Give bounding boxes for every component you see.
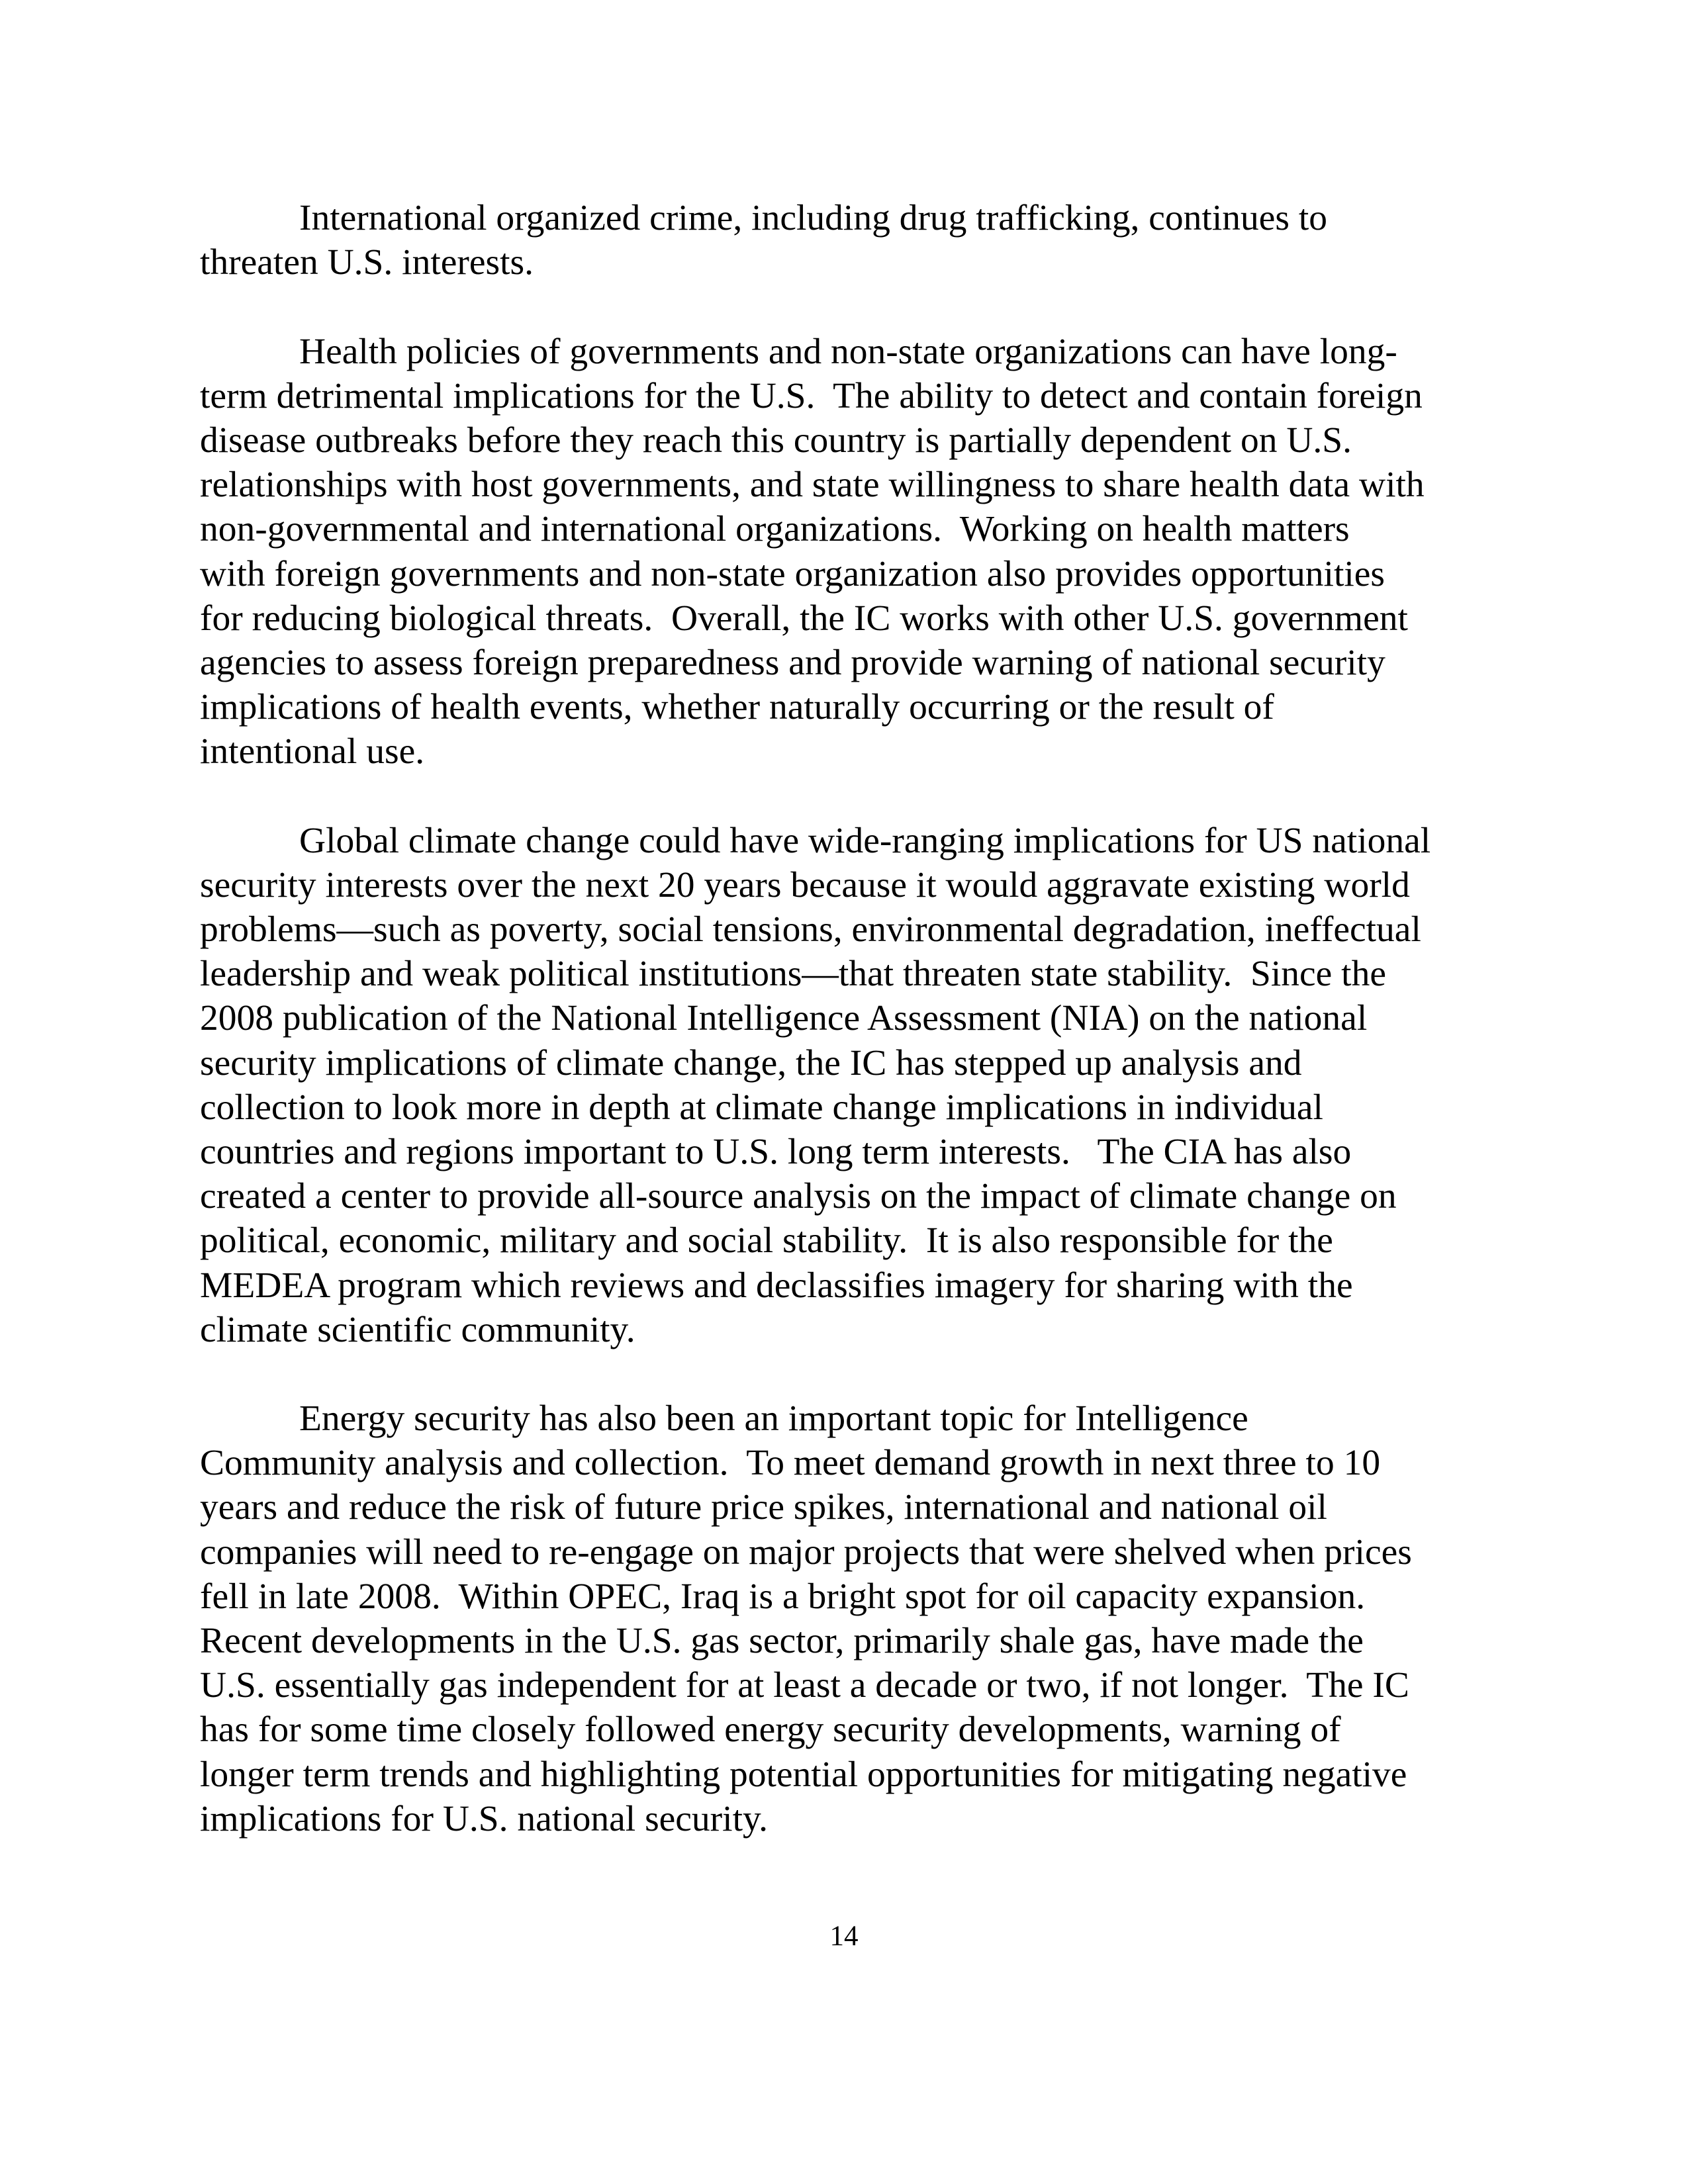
paragraph-organized-crime [200, 196, 1497, 285]
text-line: companies will need to re-engage on major projects that were shelved when prices [200, 1531, 1412, 1572]
paragraph-health [200, 330, 1497, 774]
body-text [200, 196, 1497, 1841]
text-line: fell in late 2008. Within OPEC, Iraq is a bright spot for oil capacity expansion. [200, 1576, 1366, 1617]
text-line: Community analysis and collection. To meet demand growth in next three to 10 [200, 1443, 1381, 1484]
text-line: disease outbreaks before they reach this country is partially dependent on U.S. [200, 420, 1352, 461]
text-line: climate scientific community. [200, 1309, 635, 1350]
text-line: non-governmental and international organizations. Working on health matters [200, 509, 1350, 550]
paragraph-climate-change [200, 819, 1497, 1352]
paragraph-energy-security [200, 1396, 1497, 1841]
text-line: countries and regions important to U.S. long term interests. The CIA has also [200, 1131, 1352, 1172]
text-line: International organized crime, including drug trafficking, continues to [299, 198, 1328, 238]
text-line: security implications of climate change, the IC has stepped up analysis and [200, 1042, 1302, 1083]
text-line: Global climate change could have wide-ranging implications for US national [299, 820, 1431, 861]
text-line: 2008 publication of the National Intelligence Assessment (NIA) on the national [200, 998, 1368, 1039]
text-line: intentional use. [200, 731, 425, 772]
text-line: Energy security has also been an important topic for Intelligence [299, 1398, 1248, 1439]
text-line: with foreign governments and non-state organization also provides opportunities [200, 553, 1385, 594]
text-line: political, economic, military and social stability. It is also responsible for the [200, 1220, 1333, 1261]
text-line: for reducing biological threats. Overall, the IC works with other U.S. government [200, 598, 1408, 639]
text-line: years and reduce the risk of future price spikes, international and national oil [200, 1487, 1327, 1528]
text-line: implications of health events, whether naturally occurring or the result of [200, 687, 1274, 728]
text-line: Recent developments in the U.S. gas sector, primarily shale gas, have made the [200, 1621, 1364, 1661]
text-line: has for some time closely followed energy security developments, warning of [200, 1709, 1341, 1751]
text-line: threaten U.S. interests. [200, 242, 534, 283]
text-line: term detrimental implications for the U.S. The ability to detect and contain foreign [200, 375, 1423, 416]
text-line: leadership and weak political institutions—that threaten state stability. Since the [200, 954, 1386, 995]
text-line: security interests over the next 20 years because it would aggravate existing world [200, 864, 1410, 905]
text-line: longer term trends and highlighting potential opportunities for mitigating negative [200, 1754, 1407, 1795]
text-line: created a center to provide all-source analysis on the impact of climate change on [200, 1176, 1397, 1217]
text-line: collection to look more in depth at climate change implications in individual [200, 1087, 1323, 1128]
text-line: relationships with host governments, and state willingness to share health data with [200, 465, 1425, 506]
text-line: U.S. essentially gas independent for at least a decade or two, if not longer. The IC [200, 1665, 1409, 1706]
text-line: MEDEA program which reviews and declassifies imagery for sharing with the [200, 1265, 1353, 1306]
page-number: 14 [829, 1921, 859, 1952]
text-line: implications for U.S. national security. [200, 1798, 769, 1839]
text-line: agencies to assess foreign preparedness and provide warning of national security [200, 642, 1385, 683]
text-line: Health policies of governments and non-state organizations can have long- [299, 331, 1397, 372]
text-line: problems—such as poverty, social tensions, environmental degradation, ineffectual [200, 909, 1421, 950]
